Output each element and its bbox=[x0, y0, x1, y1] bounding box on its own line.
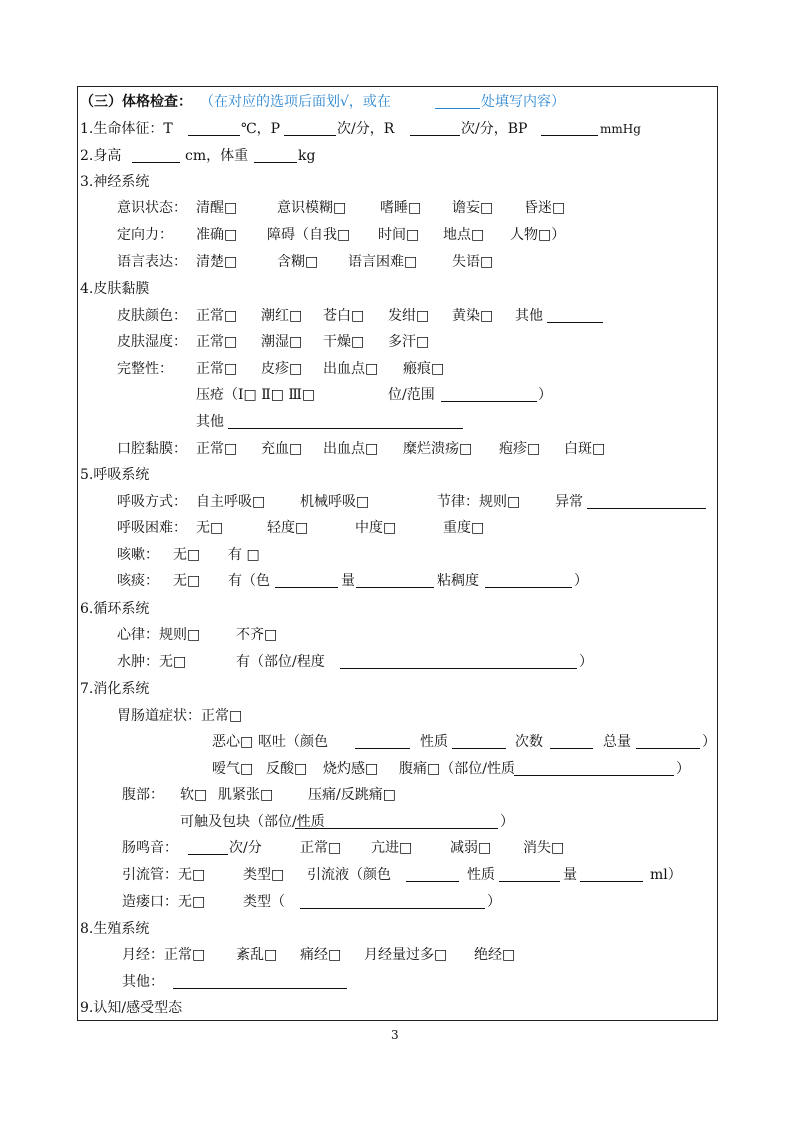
mass-label: 可触及包块（部位/性质 bbox=[180, 814, 325, 830]
option-checkbox[interactable]: 软□ bbox=[180, 787, 208, 803]
option-checkbox[interactable]: 昏迷□ bbox=[524, 200, 566, 216]
option-checkbox[interactable]: 正常□ bbox=[196, 308, 238, 324]
pressure-ulcer-options[interactable]: 压疮（Ⅰ□ Ⅱ□ Ⅲ□ bbox=[196, 387, 316, 403]
close-paren: ） bbox=[702, 734, 716, 750]
option-checkbox[interactable]: 反酸□ bbox=[266, 761, 308, 777]
section-header bbox=[0, 92, 793, 112]
drain-color-label: 引流液（颜色 bbox=[307, 867, 391, 883]
skin-moisture-row bbox=[0, 332, 793, 352]
option-checkbox[interactable]: 清楚□ bbox=[196, 254, 238, 270]
height-unit: cm，体重 bbox=[185, 148, 249, 164]
instruction-blank bbox=[435, 108, 480, 109]
integrity-label: 完整性： bbox=[117, 361, 173, 377]
repro-other-row bbox=[0, 972, 793, 992]
consciousness-label: 意识状态： bbox=[117, 200, 187, 216]
close-paren: ） bbox=[574, 573, 588, 589]
gi-symptom-option[interactable]: 胃肠道症状：正常□ bbox=[117, 708, 243, 724]
option-checkbox[interactable]: 出血点□ bbox=[323, 361, 379, 377]
vomit-row bbox=[0, 732, 793, 752]
option-checkbox[interactable]: 人物□） bbox=[510, 227, 566, 243]
edema-option[interactable]: 水肿：无□ bbox=[117, 654, 187, 670]
option-checkbox[interactable]: 发绀□ bbox=[388, 308, 430, 324]
option-checkbox[interactable]: 出血点□ bbox=[323, 441, 379, 457]
option-checkbox[interactable]: 含糊□ bbox=[277, 254, 319, 270]
heart-rhythm-option[interactable]: 心律：规则□ bbox=[117, 627, 201, 643]
section-title: （三）体格检查： bbox=[80, 94, 192, 110]
breathing-mode-row bbox=[0, 492, 793, 512]
height-weight-row bbox=[0, 146, 793, 166]
sputum-label: 咳痰： bbox=[117, 573, 159, 589]
respiration-field[interactable] bbox=[410, 135, 460, 136]
option-checkbox[interactable]: 无□ bbox=[196, 520, 224, 536]
stoma-row bbox=[0, 892, 793, 912]
stoma-type-label: 类型（ bbox=[243, 894, 285, 910]
vomit-nature-field[interactable] bbox=[452, 748, 506, 749]
option-checkbox[interactable]: 皮疹□ bbox=[261, 361, 303, 377]
orientation-row bbox=[0, 225, 793, 245]
option-checkbox[interactable]: 痛经□ bbox=[300, 947, 342, 963]
option-checkbox[interactable]: 肌紧张□ bbox=[218, 787, 274, 803]
oral-label: 口腔黏膜： bbox=[117, 441, 187, 457]
option-checkbox[interactable]: 障碍（自我□ bbox=[267, 227, 351, 243]
height-field[interactable] bbox=[132, 162, 180, 163]
range-label: 位/范围 bbox=[388, 387, 435, 403]
pulse-field[interactable] bbox=[284, 135, 336, 136]
pulse-unit: 次/分，R bbox=[337, 121, 395, 137]
bp-unit: mmHg bbox=[600, 122, 641, 136]
drain-amount-label: 量 bbox=[563, 867, 577, 883]
option-checkbox[interactable]: 时间□ bbox=[378, 227, 420, 243]
option-checkbox[interactable]: 紊乱□ bbox=[236, 947, 278, 963]
resp-unit: 次/分，BP bbox=[461, 121, 528, 137]
close-paren: ） bbox=[676, 761, 690, 777]
edema-row bbox=[0, 652, 793, 672]
option-checkbox[interactable]: 疱疹□ bbox=[499, 441, 541, 457]
option-checkbox[interactable]: 无□ bbox=[173, 547, 201, 563]
skin-color-row bbox=[0, 306, 793, 326]
close-paren: ） bbox=[538, 387, 552, 403]
skin-other-row bbox=[0, 412, 793, 432]
menses-option[interactable]: 月经：正常□ bbox=[122, 947, 206, 963]
drain-amount-field[interactable] bbox=[580, 881, 643, 882]
option-checkbox[interactable]: 地点□ bbox=[443, 227, 485, 243]
close-paren: ） bbox=[500, 814, 514, 830]
drain-nature-label: 性质 bbox=[467, 867, 495, 883]
option-checkbox[interactable]: 充血□ bbox=[261, 441, 303, 457]
option-checkbox[interactable]: 恶心□ bbox=[212, 734, 254, 750]
speech-row bbox=[0, 252, 793, 272]
rhythm-abnormal-field[interactable] bbox=[587, 508, 706, 509]
option-checkbox[interactable]: 干燥□ bbox=[323, 334, 365, 350]
option-checkbox[interactable]: 不齐□ bbox=[236, 627, 278, 643]
repro-other-field[interactable] bbox=[173, 988, 347, 989]
drainage-row bbox=[0, 865, 793, 885]
option-checkbox[interactable]: 嗜睡□ bbox=[380, 200, 422, 216]
skin-color-other-field[interactable] bbox=[547, 322, 603, 323]
pressure-ulcer-row bbox=[0, 385, 793, 405]
other-label: 其他 bbox=[515, 308, 543, 324]
option-checkbox[interactable]: 潮红□ bbox=[261, 308, 303, 324]
weight-field[interactable] bbox=[254, 162, 297, 163]
option-checkbox[interactable]: 月经量过多□ bbox=[364, 947, 448, 963]
option-checkbox[interactable]: 黄染□ bbox=[452, 308, 494, 324]
drain-color-field[interactable] bbox=[406, 881, 459, 882]
unit-label: ml） bbox=[650, 867, 682, 883]
resp-title: 5.呼吸系统 bbox=[80, 467, 150, 483]
dyspnea-row bbox=[0, 518, 793, 538]
digest-title: 7.消化系统 bbox=[80, 681, 150, 697]
option-checkbox[interactable]: 清醒□ bbox=[196, 200, 238, 216]
repro-title: 8.生殖系统 bbox=[80, 921, 150, 937]
vomit-count-label: 次数 bbox=[515, 734, 543, 750]
dyspnea-label: 呼吸困难： bbox=[117, 520, 187, 536]
option-checkbox[interactable]: 压痛/反跳痛□ bbox=[308, 787, 396, 803]
sputum-color-field[interactable] bbox=[275, 587, 338, 588]
cough-label: 咳嗽： bbox=[117, 547, 159, 563]
option-checkbox[interactable]: 多汗□ bbox=[388, 334, 430, 350]
option-checkbox[interactable]: 白斑□ bbox=[564, 441, 606, 457]
other-symptom-row bbox=[0, 759, 793, 779]
height-label: 2.身高 bbox=[80, 148, 122, 164]
speech-label: 语言表达： bbox=[117, 254, 187, 270]
close-paren: ） bbox=[487, 894, 501, 910]
instruction-text: （在对应的选项后面划√，或在 bbox=[200, 94, 391, 110]
option-checkbox[interactable]: 机械呼吸□ bbox=[300, 494, 370, 510]
vomit-total-field[interactable] bbox=[636, 748, 700, 749]
vomit-count-field[interactable] bbox=[550, 748, 593, 749]
viscosity-label: 粘稠度 bbox=[437, 573, 479, 589]
option-checkbox[interactable]: 烧灼感□ bbox=[323, 761, 379, 777]
abdomen-label: 腹部： bbox=[122, 787, 164, 803]
option-checkbox[interactable]: 苍白□ bbox=[323, 308, 365, 324]
close-paren: ） bbox=[579, 654, 593, 670]
option-checkbox[interactable]: 糜烂溃疡□ bbox=[403, 441, 473, 457]
orientation-label: 定向力： bbox=[117, 227, 173, 243]
option-checkbox[interactable]: 准确□ bbox=[196, 227, 238, 243]
instruction-text-end: 处填写内容） bbox=[481, 94, 565, 110]
sputum-amount-label: 量 bbox=[341, 573, 355, 589]
cough-row bbox=[0, 545, 793, 565]
bowel-sound-field[interactable] bbox=[188, 854, 228, 855]
option-checkbox[interactable]: 意识模糊□ bbox=[277, 200, 347, 216]
abdominal-pain-field[interactable] bbox=[514, 775, 674, 776]
stoma-type-field[interactable] bbox=[300, 908, 485, 909]
weight-unit: kg bbox=[298, 148, 316, 164]
option-checkbox[interactable]: 消失□ bbox=[523, 840, 565, 856]
option-checkbox[interactable]: 类型□ bbox=[243, 867, 285, 883]
bp-field[interactable] bbox=[541, 135, 598, 136]
bowel-sound-label: 肠鸣音： bbox=[122, 840, 178, 856]
edema-site-field[interactable] bbox=[340, 668, 577, 669]
option-checkbox[interactable]: 减弱□ bbox=[450, 840, 492, 856]
sputum-color-label: 有（色 bbox=[228, 573, 270, 589]
vomit-color-field[interactable] bbox=[355, 748, 410, 749]
option-checkbox[interactable]: 有 □ bbox=[228, 547, 260, 563]
option-checkbox[interactable]: 正常□ bbox=[300, 840, 342, 856]
option-checkbox[interactable]: 绝经□ bbox=[474, 947, 516, 963]
skin-other-field[interactable] bbox=[228, 428, 463, 429]
option-checkbox[interactable]: 无□ bbox=[173, 573, 201, 589]
vitals-label: 1.生命体征：T bbox=[80, 121, 173, 137]
consciousness-row bbox=[0, 198, 793, 218]
page-number: 3 bbox=[391, 1028, 399, 1042]
edema-site-label: 有（部位/程度 bbox=[236, 654, 325, 670]
option-checkbox[interactable]: 潮湿□ bbox=[261, 334, 303, 350]
option-checkbox[interactable]: 嗳气□ bbox=[212, 761, 254, 777]
breathing-mode-label: 呼吸方式： bbox=[117, 494, 187, 510]
pressure-range-field[interactable] bbox=[441, 401, 537, 402]
vomit-color-label: 呕吐（颜色 bbox=[258, 734, 328, 750]
abnormal-label: 异常 bbox=[555, 494, 583, 510]
option-checkbox[interactable]: 亢进□ bbox=[371, 840, 413, 856]
option-checkbox[interactable]: 腹痛□（部位/性质 bbox=[399, 761, 515, 777]
heart-rhythm-row bbox=[0, 625, 793, 645]
option-checkbox[interactable]: 语言困难□ bbox=[348, 254, 418, 270]
skin-color-label: 皮肤颜色： bbox=[117, 308, 187, 324]
temp-unit: ℃，P bbox=[241, 121, 281, 137]
option-checkbox[interactable]: 中度□ bbox=[355, 520, 397, 536]
sputum-amount-field[interactable] bbox=[356, 587, 434, 588]
vomit-nature-label: 性质 bbox=[420, 734, 448, 750]
menses-row bbox=[0, 945, 793, 965]
option-checkbox[interactable]: 正常□ bbox=[196, 334, 238, 350]
option-checkbox[interactable]: 节律：规则□ bbox=[437, 494, 521, 510]
option-checkbox[interactable]: 正常□ bbox=[196, 361, 238, 377]
neuro-title: 3.神经系统 bbox=[80, 174, 150, 190]
drainage-option[interactable]: 引流管：无□ bbox=[122, 867, 206, 883]
option-checkbox[interactable]: 轻度□ bbox=[267, 520, 309, 536]
option-checkbox[interactable]: 瘢痕□ bbox=[403, 361, 445, 377]
option-checkbox[interactable]: 自主呼吸□ bbox=[196, 494, 266, 510]
option-checkbox[interactable]: 正常□ bbox=[196, 441, 238, 457]
mass-field[interactable] bbox=[295, 828, 498, 829]
temperature-field[interactable] bbox=[188, 135, 240, 136]
bowel-sound-row bbox=[0, 838, 793, 858]
sputum-row bbox=[0, 571, 793, 591]
option-checkbox[interactable]: 谵妄□ bbox=[452, 200, 494, 216]
skin-title: 4.皮肤黏膜 bbox=[80, 281, 150, 297]
mass-row bbox=[0, 812, 793, 832]
integrity-row bbox=[0, 359, 793, 379]
other-label: 其他 bbox=[196, 414, 224, 430]
vomit-total-label: 总量 bbox=[603, 734, 631, 750]
option-checkbox[interactable]: 失语□ bbox=[452, 254, 494, 270]
stoma-option[interactable]: 造瘘口：无□ bbox=[122, 894, 206, 910]
circ-title: 6.循环系统 bbox=[80, 601, 150, 617]
skin-moisture-label: 皮肤湿度： bbox=[117, 334, 187, 350]
drain-nature-field[interactable] bbox=[499, 881, 560, 882]
vitals-row bbox=[0, 119, 793, 139]
viscosity-field[interactable] bbox=[485, 587, 572, 588]
other-label: 其他： bbox=[122, 974, 164, 990]
oral-row bbox=[0, 439, 793, 459]
abdomen-row bbox=[0, 785, 793, 805]
unit-label: 次/分 bbox=[229, 840, 262, 856]
option-checkbox[interactable]: 重度□ bbox=[443, 520, 485, 536]
cognition-title: 9.认知/感受型态 bbox=[80, 1000, 183, 1016]
